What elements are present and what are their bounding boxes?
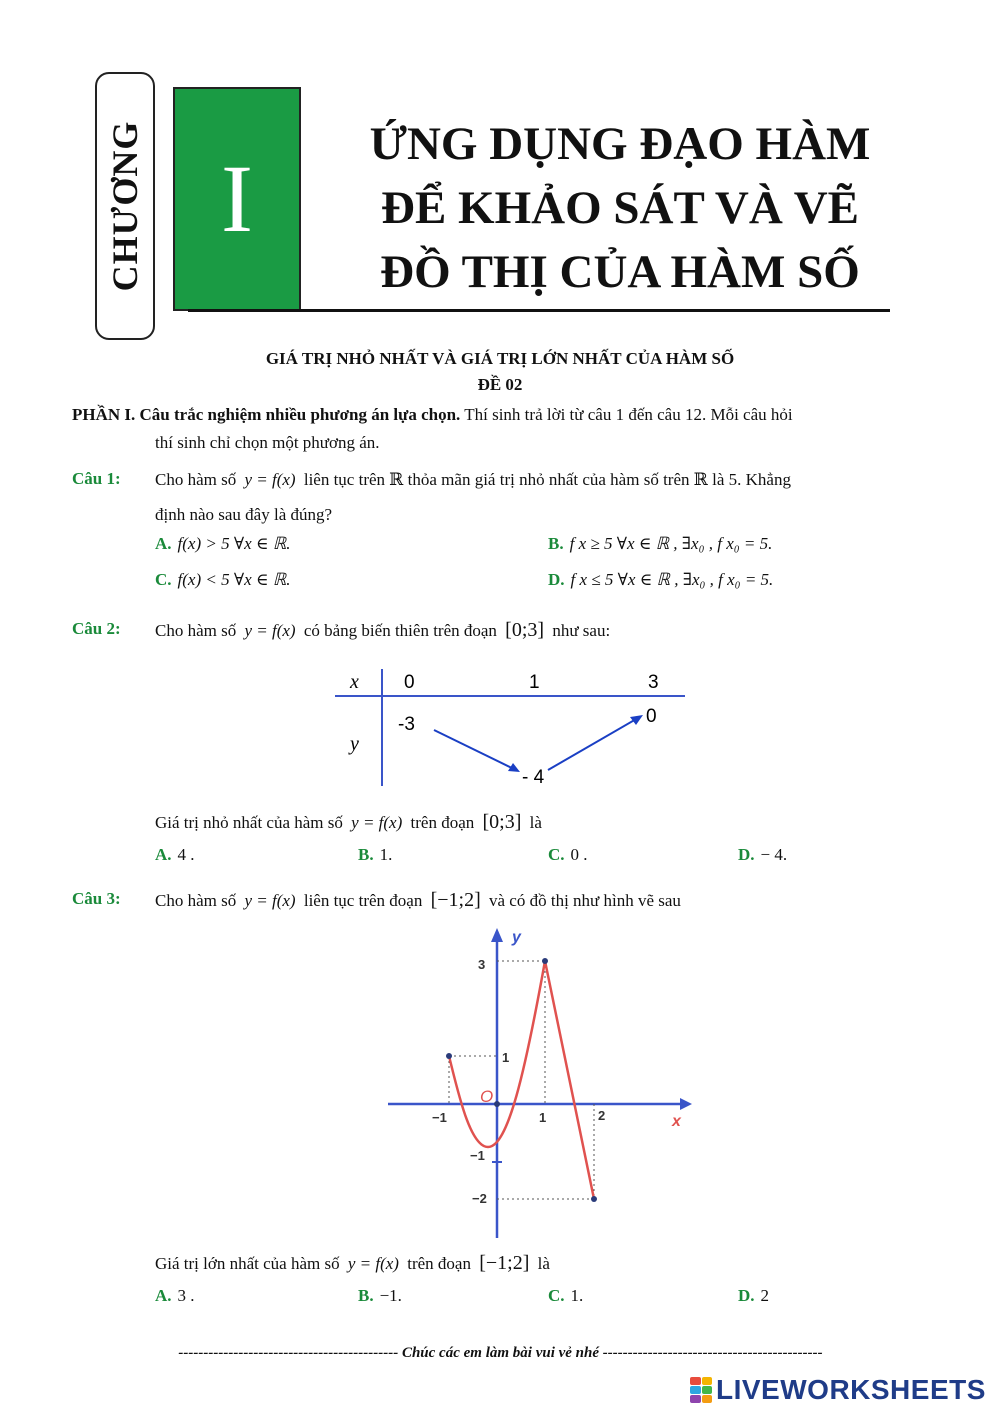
q3-question-pre: Giá trị lớn nhất của hàm số [155, 1254, 340, 1273]
option-text: 0 . [570, 845, 588, 864]
option-letter: D. [548, 570, 565, 589]
y-axis-arrow [491, 928, 503, 942]
option-letter: B. [548, 534, 564, 553]
q2-interval: [0;3] [505, 619, 545, 641]
q1-option-b[interactable] [548, 534, 772, 554]
decreasing-arrow [434, 730, 516, 770]
q1-pre: Cho hàm số [155, 470, 237, 489]
table-x-value: 0 [404, 672, 415, 693]
option-text: −1. [379, 1286, 402, 1305]
x-tick-label: 1 [539, 1110, 547, 1125]
q1-mid: liên tục trên ℝ thỏa mãn giá trị nhỏ nhất của hàm số trên ℝ là 5. Khẳng [303, 470, 791, 489]
q2-func: y = f(x) [244, 621, 296, 640]
q2-option-d[interactable] [738, 845, 787, 865]
option-letter: D. [738, 1286, 755, 1305]
option-text: 2 [760, 1286, 770, 1305]
section-heading: PHẦN I. Câu trắc nghiệm nhiều phương án lựa chọn. [72, 405, 461, 424]
q3-interval: [−1;2] [430, 889, 481, 911]
table-y-label: y [350, 733, 359, 755]
chapter-title-line-2: ĐỂ KHẢO SÁT VÀ VẼ [381, 182, 859, 234]
option-text: f x ≥ 5 ∀x ∈ ℝ , ∃x₀ , f x₀ = 5. [569, 534, 773, 553]
exam-code: ĐỀ 02 [477, 375, 523, 394]
y-tick-label: 3 [478, 957, 486, 972]
function-graph [380, 922, 700, 1242]
chapter-number-box [173, 87, 301, 311]
y-tick-label: 1 [502, 1050, 510, 1065]
increasing-arrow-head [630, 715, 643, 725]
question-3-text [155, 885, 935, 916]
x-tick-label: −1 [432, 1110, 447, 1125]
q1-func: y = f(x) [244, 470, 296, 489]
question-2-prompt [155, 807, 855, 838]
q3-option-d[interactable] [738, 1286, 769, 1306]
q2-option-b[interactable] [358, 845, 392, 865]
y-tick-label: −1 [470, 1148, 485, 1163]
option-letter: A. [155, 534, 172, 553]
option-text: 1. [379, 845, 393, 864]
question-1-line-2: định nào sau đây là đúng? [155, 505, 333, 524]
question-2-text [155, 615, 935, 646]
q3-question-mid: trên đoạn [407, 1254, 471, 1273]
option-letter: B. [358, 1286, 374, 1305]
topic-title: GIÁ TRỊ NHỎ NHẤT VÀ GIÁ TRỊ LỚN NHẤT CỦA HÀM SỐ [265, 349, 735, 368]
option-letter: C. [548, 1286, 565, 1305]
option-letter: D. [738, 845, 755, 864]
chapter-title-line-1: ỨNG DỤNG ĐẠO HÀM [369, 118, 871, 170]
table-x-label: x [350, 671, 359, 693]
q3-post: và có đồ thị như hình vẽ sau [489, 891, 681, 910]
section-instructions [72, 401, 932, 457]
q2-question-pre: Giá trị nhỏ nhất của hàm số [155, 813, 343, 832]
q1-option-a[interactable] [155, 534, 290, 554]
q3-option-c[interactable] [548, 1286, 583, 1306]
option-text: f(x) > 5 ∀x ∈ ℝ. [177, 534, 291, 553]
chapter-title-line-3: ĐỒ THỊ CỦA HÀM SỐ [380, 246, 860, 298]
liveworksheets-brand[interactable] [690, 1374, 986, 1406]
footer-message: -------------------------------------------- Chúc các em làm bài vui vẻ nhé -------------------------------------------- [178, 1345, 823, 1361]
endpoint-dot [591, 1196, 597, 1202]
option-text: − 4. [760, 845, 788, 864]
question-3-prompt [155, 1248, 855, 1279]
option-text: 3 . [177, 1286, 195, 1305]
option-letter: A. [155, 1286, 172, 1305]
table-y-value: - 4 [522, 767, 545, 788]
q2-question-mid: trên đoạn [410, 813, 475, 832]
q2-question-func: y = f(x) [351, 813, 403, 832]
chapter-number: I [221, 145, 253, 252]
option-text: f(x) < 5 ∀x ∈ ℝ. [177, 570, 291, 589]
liveworksheets-wordmark: LIVEWORKSHEETS [716, 1374, 986, 1405]
x-axis-arrow [680, 1098, 692, 1110]
q2-pre: Cho hàm số [155, 621, 237, 640]
q3-question-func: y = f(x) [347, 1254, 399, 1273]
q3-question-post: là [537, 1254, 550, 1273]
q1-option-d[interactable] [548, 570, 773, 590]
variation-table [330, 664, 700, 794]
option-letter: C. [548, 845, 565, 864]
title-underline [188, 309, 890, 312]
q3-option-b[interactable] [358, 1286, 402, 1306]
option-text: 1. [570, 1286, 584, 1305]
q2-question-interval: [0;3] [482, 811, 522, 833]
option-text: f x ≤ 5 ∀x ∈ ℝ , ∃x₀ , f x₀ = 5. [570, 570, 774, 589]
question-3-label: Câu 3: [72, 889, 121, 908]
endpoint-dot [446, 1053, 452, 1059]
question-1-text [155, 465, 935, 495]
q3-question-interval: [−1;2] [479, 1252, 530, 1274]
chapter-title [320, 112, 920, 304]
liveworksheets-logo-icon [690, 1377, 712, 1403]
q3-option-a[interactable] [155, 1286, 195, 1306]
maximum-dot [542, 958, 548, 964]
x-tick-label: 2 [598, 1108, 606, 1123]
table-y-value: 0 [646, 706, 657, 727]
option-letter: C. [155, 570, 172, 589]
q1-option-c[interactable] [155, 570, 290, 590]
table-x-value: 3 [648, 672, 659, 693]
option-text: 4 . [177, 845, 195, 864]
q2-question-post: là [529, 813, 542, 832]
q2-option-a[interactable] [155, 845, 195, 865]
chapter-label-box [95, 72, 155, 340]
question-1-label: Câu 1: [72, 469, 121, 488]
option-letter: B. [358, 845, 374, 864]
y-axis-label: y [512, 929, 521, 946]
x-axis-label: x [672, 1113, 681, 1130]
origin-label: O [480, 1087, 494, 1106]
section-text-2: thí sinh chỉ chọn một phương án. [155, 433, 380, 452]
table-x-value: 1 [529, 672, 540, 693]
y-tick-label: −2 [472, 1191, 487, 1206]
q3-mid: liên tục trên đoạn [303, 891, 423, 910]
q3-pre: Cho hàm số [155, 891, 237, 910]
q3-func: y = f(x) [244, 891, 296, 910]
q2-mid: có bảng biến thiên trên đoạn [303, 621, 497, 640]
origin-dot [494, 1101, 500, 1107]
option-letter: A. [155, 845, 172, 864]
chapter-word: CHƯƠNG [105, 120, 145, 292]
increasing-arrow [548, 718, 638, 770]
function-curve [449, 961, 594, 1199]
q2-post: như sau: [552, 621, 611, 640]
question-2-label: Câu 2: [72, 619, 121, 638]
section-text-1: Thí sinh trả lời từ câu 1 đến câu 12. Mỗi câu hỏi [460, 405, 793, 424]
q2-option-c[interactable] [548, 845, 588, 865]
table-y-value: -3 [398, 714, 415, 735]
